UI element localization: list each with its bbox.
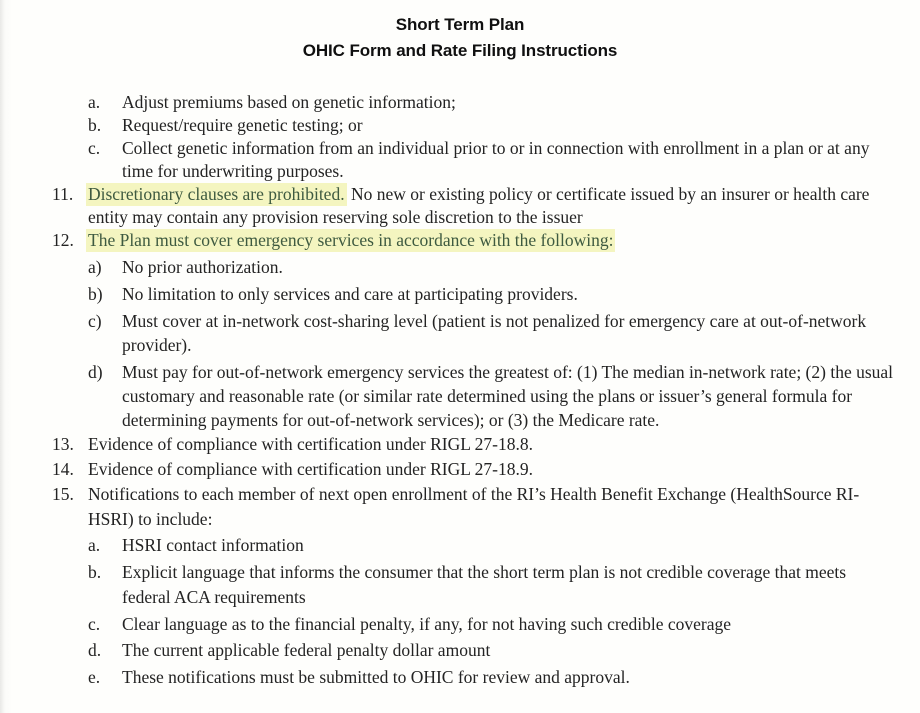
list-item — [0, 229, 894, 252]
title-line-1: Short Term Plan — [395, 15, 525, 34]
list-marker: c. — [88, 613, 101, 634]
text-segment: Evidence of compliance with certification under RIGL 27-18.9. — [88, 459, 533, 479]
text-segment: Collect genetic information from an individual prior to or in connection with enrollment in a plan or at any time for underwriting purposes. — [122, 138, 870, 181]
list-marker: 12. — [52, 230, 74, 250]
list-marker: e. — [88, 666, 101, 687]
list-item — [0, 255, 894, 279]
list-item — [0, 482, 894, 532]
text-segment: Evidence of compliance with certification under RIGL 27-18.8. — [88, 434, 533, 454]
list-text — [122, 282, 894, 306]
list-text — [122, 612, 894, 638]
list-text — [122, 638, 894, 664]
text-segment: Must pay for out-of-network emergency services the greatest of: (1) The median in-network rate; (2) the usual customary and reasonable rate (or similar rate determined using the plans or issuer’s general formula for determining payments for out-of-network services); or (3) the Medicare rate. — [122, 362, 894, 430]
list-item — [0, 360, 894, 432]
list-text — [122, 665, 894, 691]
list-item — [0, 560, 894, 611]
list-item — [0, 282, 894, 306]
list-marker: b. — [88, 115, 102, 135]
text-segment: No limitation to only services and care at participating providers. — [122, 284, 578, 304]
list-marker: c) — [88, 311, 102, 331]
highlighted-text: Discretionary clauses are prohibited. — [88, 184, 345, 204]
text-segment: Notifications to each member of next open enrollment of the RI’s Health Benefit Exchange (HealthSource RI-HSRI) to include: — [88, 484, 860, 529]
text-segment: Adjust premiums based on genetic information; — [122, 92, 456, 112]
list-text — [122, 360, 894, 432]
text-segment: Clear language as to the financial penalty, if any, for not having such credible coverage — [122, 613, 732, 634]
list-item — [0, 638, 894, 664]
list-marker: 13. — [52, 434, 74, 454]
list-text — [122, 309, 894, 357]
list-item — [0, 665, 894, 691]
list-item — [0, 457, 894, 482]
list-marker: b) — [88, 284, 103, 304]
list-item — [0, 183, 894, 229]
list-item — [0, 114, 894, 137]
list-marker: 15. — [52, 484, 74, 504]
text-segment: No new or existing policy or certificate issued by an insurer or health care entity may contain any provision reserving sole discretion to the issuer — [88, 184, 870, 227]
text-segment: HSRI contact information — [122, 535, 304, 555]
list-text — [88, 482, 894, 532]
list-marker: a. — [88, 535, 101, 555]
list-marker: 14. — [52, 459, 74, 479]
list-text — [122, 560, 894, 611]
list-item — [0, 309, 894, 357]
list-item — [0, 137, 894, 183]
list-marker: d. — [88, 640, 102, 660]
list-marker: b. — [88, 561, 102, 582]
instruction-list — [0, 91, 920, 690]
text-segment: No prior authorization. — [122, 257, 283, 277]
list-text — [122, 255, 894, 279]
highlighted-text: The Plan must cover emergency services in accordance with the following: — [88, 230, 614, 250]
text-segment: These notifications must be submitted to OHIC for review and approval. — [122, 666, 630, 687]
list-marker: d) — [88, 362, 103, 382]
list-item — [0, 91, 894, 114]
list-text — [88, 183, 894, 229]
text-segment: Request/require genetic testing; or — [122, 115, 363, 135]
text-segment: Must cover at in-network cost-sharing level (patient is not penalized for emergency care at out-of-network provider). — [122, 311, 867, 355]
list-text — [122, 533, 894, 559]
list-text — [122, 91, 894, 114]
list-text — [88, 432, 894, 457]
title-line-2: OHIC Form and Rate Filing Instructions — [302, 41, 618, 60]
list-item — [0, 612, 894, 638]
list-marker: c. — [88, 138, 101, 158]
document-title — [0, 0, 920, 64]
list-marker: a) — [88, 257, 102, 277]
list-text — [88, 229, 894, 252]
text-segment: The current applicable federal penalty dollar amount — [122, 640, 491, 660]
list-text — [88, 457, 894, 482]
list-item — [0, 533, 894, 559]
list-item — [0, 432, 894, 457]
list-text — [122, 114, 894, 137]
list-text — [122, 137, 894, 183]
list-marker: a. — [88, 92, 101, 112]
list-marker: 11. — [52, 184, 74, 204]
text-segment: Explicit language that informs the consumer that the short term plan is not credible coverage that meets federal ACA requirements — [122, 561, 847, 607]
